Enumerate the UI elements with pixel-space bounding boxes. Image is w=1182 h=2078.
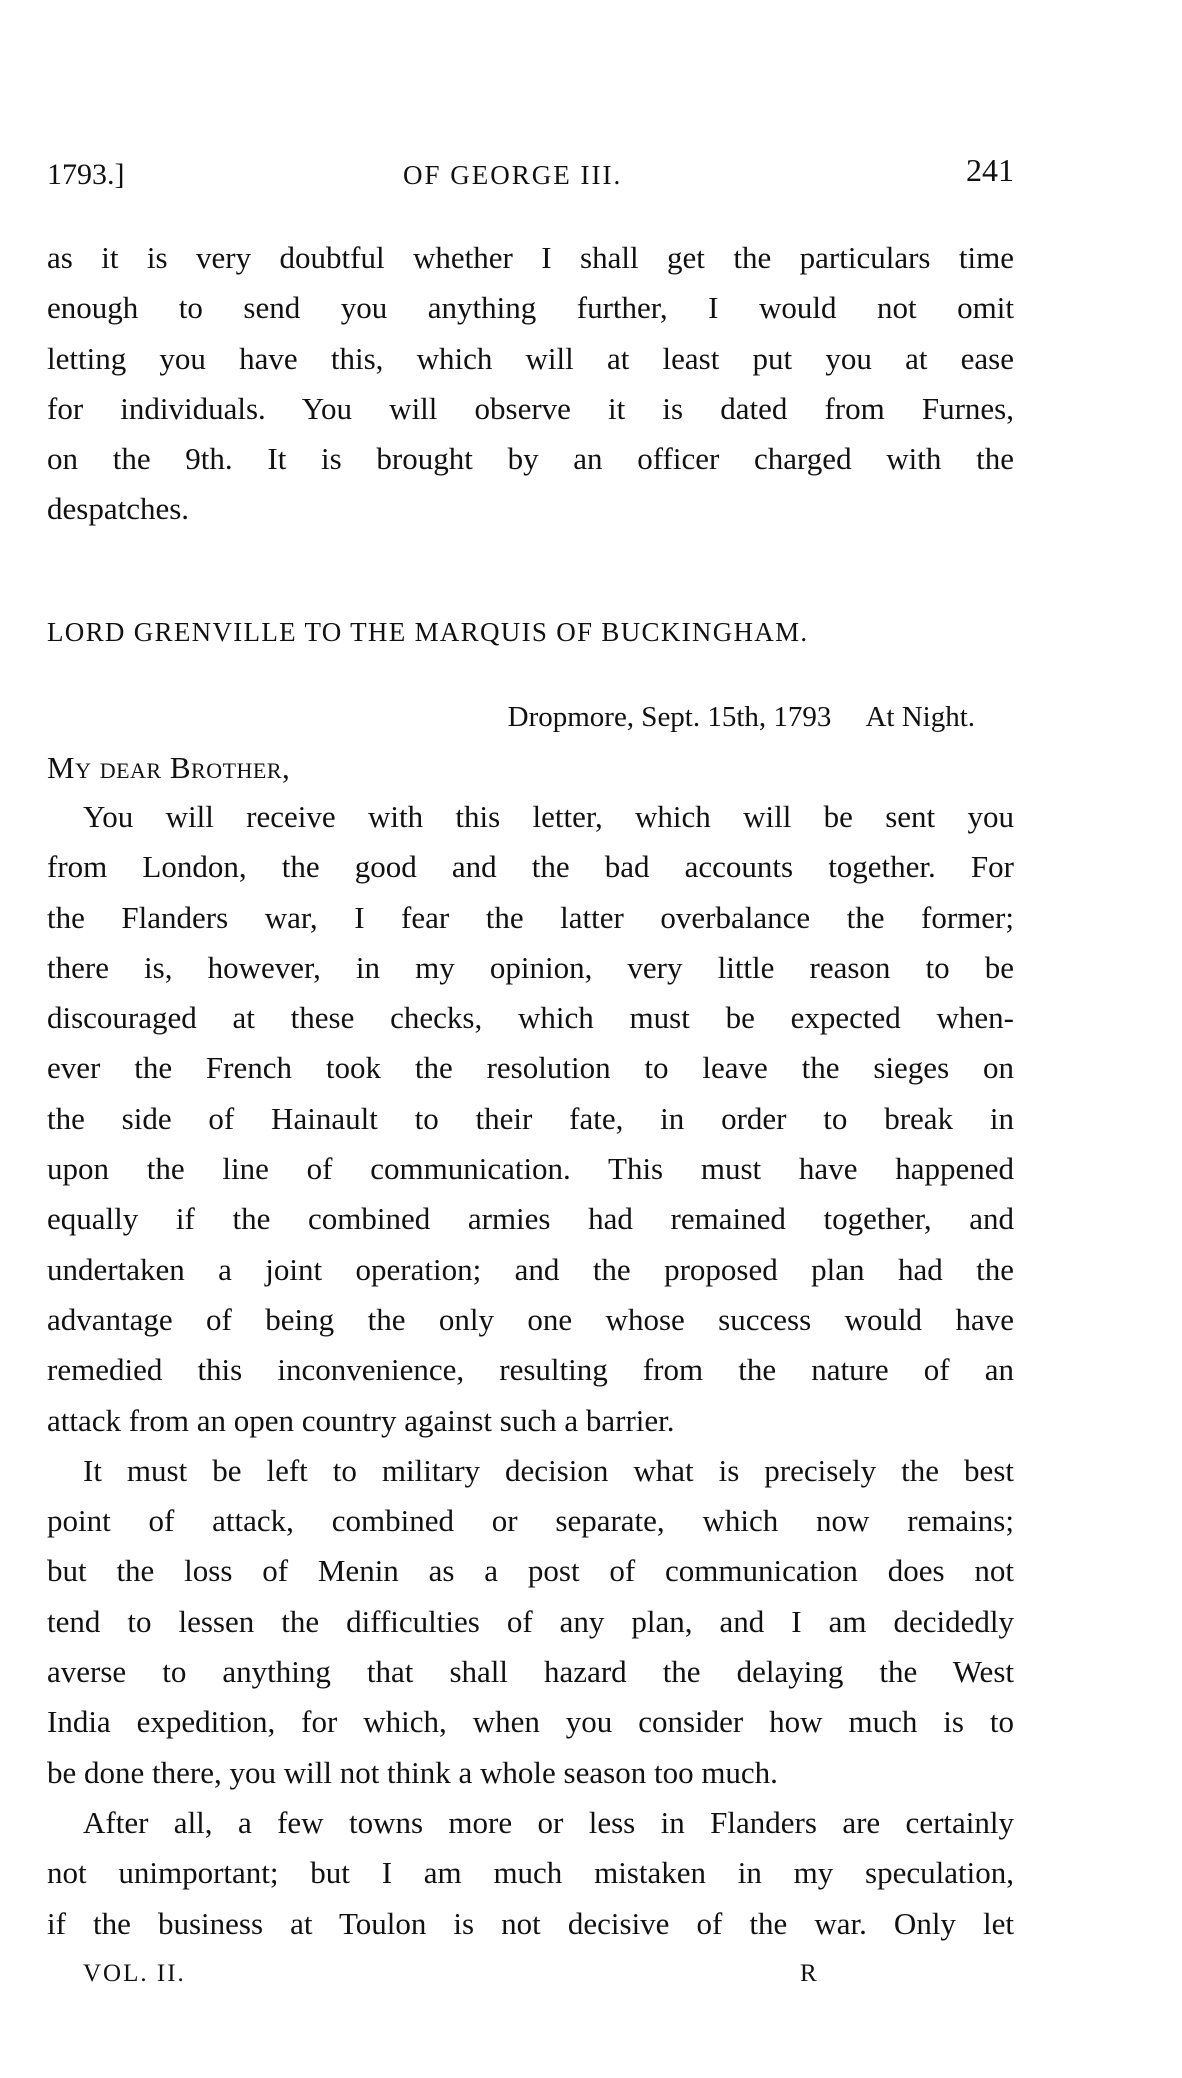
text-line: It must be left to military decision what is precisely the best bbox=[83, 1452, 1014, 1488]
running-head-title: OF GEORGE III. bbox=[403, 160, 623, 190]
text-line: but the loss of Menin as a post of communication does not bbox=[47, 1553, 1014, 1589]
text-line: upon the line of communication. This must have happened bbox=[47, 1151, 1014, 1187]
text-line: as it is very doubtful whether I shall get the particulars time bbox=[47, 240, 1014, 275]
paragraph bbox=[47, 792, 1014, 1446]
text-line: India expedition, for which, when you consider how much is to bbox=[47, 1704, 1014, 1740]
letter-heading: LORD GRENVILLE TO THE MARQUIS OF BUCKINGHAM. bbox=[47, 617, 809, 647]
text-line: not unimportant; but I am much mistaken in my speculation, bbox=[47, 1855, 1014, 1891]
text-line: advantage of being the only one whose success would have bbox=[47, 1301, 1014, 1337]
salutation: My dear Brother, bbox=[47, 750, 291, 785]
place-date: Dropmore, Sept. 15th, 1793 bbox=[507, 701, 832, 733]
footer-signature-mark: R bbox=[800, 1960, 817, 1987]
text-line: the side of Hainault to their fate, in order to break in bbox=[47, 1100, 1014, 1136]
text-line: discouraged at these checks, which must be expected when- bbox=[47, 1000, 1014, 1036]
page-number: 241 bbox=[966, 152, 1014, 188]
running-head-year: 1793.] bbox=[47, 158, 125, 191]
text-line: there is, however, in my opinion, very little reason to be bbox=[47, 949, 1014, 985]
text-line: ever the French took the resolution to leave the sieges on bbox=[47, 1050, 1014, 1086]
text-line: After all, a few towns more or less in Flanders are certainly bbox=[83, 1804, 1014, 1840]
text-line: letting you have this, which will at least put you at ease bbox=[47, 340, 1014, 376]
letter-dateline bbox=[508, 697, 975, 737]
paragraph bbox=[47, 1446, 1014, 1798]
text-line: on the 9th. It is brought by an officer charged with the bbox=[47, 441, 1014, 477]
text-line: You will receive with this letter, which will be sent you bbox=[83, 799, 1014, 834]
text-line: point of attack, combined or separate, which now remains; bbox=[47, 1503, 1014, 1539]
text-line: averse to anything that shall hazard the delaying the West bbox=[47, 1654, 1014, 1690]
paragraph bbox=[47, 1798, 1014, 1949]
text-line: the Flanders war, I fear the latter overbalance the former; bbox=[47, 899, 1014, 935]
text-line: tend to lessen the difficulties of any plan, and I am decidedly bbox=[47, 1603, 1014, 1639]
text-line: if the business at Toulon is not decisive of the war. Only let bbox=[47, 1905, 1014, 1941]
opening-paragraph bbox=[47, 233, 1014, 535]
text-line: equally if the combined armies had remained together, and bbox=[47, 1201, 1014, 1237]
text-line: attack from an open country against such a barrier. bbox=[47, 1402, 675, 1438]
text-line: be done there, you will not think a whole season too much. bbox=[47, 1754, 778, 1790]
text-line: remedied this inconvenience, resulting from the nature of an bbox=[47, 1352, 1014, 1388]
text-line: for individuals. You will observe it is dated from Furnes, bbox=[47, 390, 1014, 426]
text-line: undertaken a joint operation; and the proposed plan had the bbox=[47, 1251, 1014, 1287]
footer-volume: VOL. II. bbox=[83, 1960, 186, 1987]
text-line: enough to send you anything further, I would not omit bbox=[47, 290, 1014, 326]
letter-time: At Night. bbox=[865, 701, 975, 733]
text-line: despatches. bbox=[47, 491, 190, 527]
text-line: from London, the good and the bad accounts together. For bbox=[47, 849, 1014, 885]
letter-body bbox=[47, 792, 1014, 1949]
